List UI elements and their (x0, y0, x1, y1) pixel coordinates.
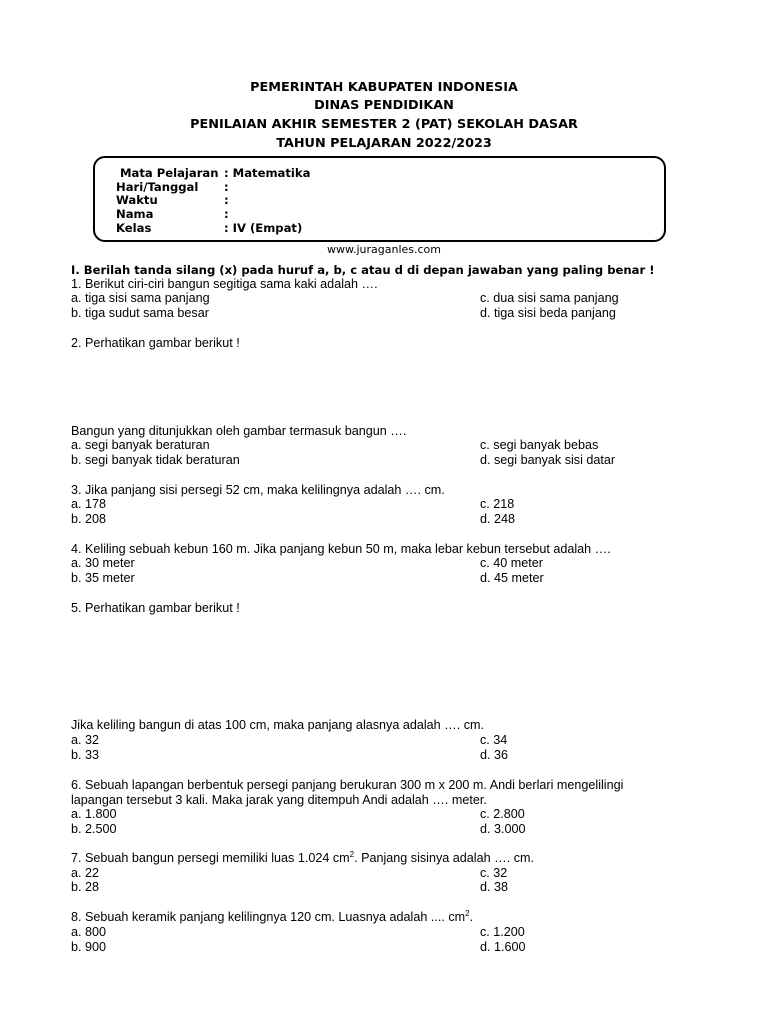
q7-option-c: c. 32 (480, 866, 508, 880)
q6-option-d: d. 3.000 (480, 822, 526, 836)
q6-option-c: c. 2.800 (480, 807, 525, 821)
question-3: 3. Jika panjang sisi persegi 52 cm, maka kelilingnya adalah …. cm. (71, 483, 445, 497)
q2-option-b: b. segi banyak tidak beraturan (71, 453, 240, 467)
header-school-year: TAHUN PELAJARAN 2022/2023 (276, 136, 492, 151)
q1-option-b: b. tiga sudut sama besar (71, 306, 209, 320)
question-2-prompt: Bangun yang ditunjukkan oleh gambar termasuk bangun …. (71, 424, 407, 438)
question-5: 5. Perhatikan gambar berikut ! (71, 601, 240, 615)
question-6-cont: lapangan tersebut 3 kali. Maka jarak yang ditempuh Andi adalah …. meter. (71, 793, 487, 807)
q4-option-a: a. 30 meter (71, 556, 135, 570)
header-department: DINAS PENDIDIKAN (314, 98, 454, 113)
q7-superscript: 2 (349, 849, 355, 859)
q8-option-b: b. 900 (71, 940, 107, 954)
q3-option-d: d. 248 (480, 512, 516, 526)
q2-option-a: a. segi banyak beraturan (71, 438, 210, 452)
info-time-label: Waktu (116, 193, 158, 207)
q7-text-before: 7. Sebuah bangun persegi memiliki luas 1.024 cm (71, 851, 350, 865)
question-2: 2. Perhatikan gambar berikut ! (71, 336, 240, 350)
section-instruction: I. Berilah tanda silang (x) pada huruf a, b, c atau d di depan jawaban yang paling benar ! (71, 263, 655, 277)
question-7 (71, 851, 534, 866)
q5-option-b: b. 33 (71, 748, 100, 762)
q6-option-b: b. 2.500 (71, 822, 117, 836)
q7-text-after: . Panjang sisinya adalah …. cm. (354, 851, 534, 865)
q7-option-b: b. 28 (71, 880, 100, 894)
q1-option-a: a. tiga sisi sama panjang (71, 291, 210, 305)
q8-text-before: 8. Sebuah keramik panjang kelilingnya 120 cm. Luasnya adalah .... cm (71, 910, 466, 924)
q3-option-c: c. 218 (480, 497, 515, 511)
q8-text-after: . (469, 910, 474, 924)
q4-option-d: d. 45 meter (480, 571, 544, 585)
q5-option-a: a. 32 (71, 733, 100, 747)
q8-superscript: 2 (465, 908, 470, 918)
question-6: 6. Sebuah lapangan berbentuk persegi panjang berukuran 300 m x 200 m. Andi berlari mengelilingi (71, 778, 624, 792)
q5-option-c: c. 34 (480, 733, 508, 747)
q4-option-b: b. 35 meter (71, 571, 135, 585)
info-name-value: : (224, 207, 229, 221)
info-day-date-value: : (224, 180, 229, 194)
info-time-value: : (224, 193, 229, 207)
question-1: 1. Berikut ciri-ciri bangun segitiga sama kaki adalah …. (71, 277, 378, 291)
q6-option-a: a. 1.800 (71, 807, 117, 821)
q3-option-b: b. 208 (71, 512, 107, 526)
q7-option-d: d. 38 (480, 880, 509, 894)
question-4: 4. Keliling sebuah kebun 160 m. Jika panjang kebun 50 m, maka lebar kebun tersebut adalah …. (71, 542, 611, 556)
q4-option-c: c. 40 meter (480, 556, 543, 570)
website-watermark: www.juraganles.com (326, 243, 441, 256)
q2-option-c: c. segi banyak bebas (480, 438, 599, 452)
info-name-label: Nama (116, 207, 154, 221)
q1-option-d: d. tiga sisi beda panjang (480, 306, 616, 320)
header-government: PEMERINTAH KABUPATEN INDONESIA (250, 80, 518, 95)
q3-option-a: a. 178 (71, 497, 107, 511)
q7-option-a: a. 22 (71, 866, 100, 880)
question-5-prompt: Jika keliling bangun di atas 100 cm, maka panjang alasnya adalah …. cm. (71, 718, 485, 732)
q8-option-c: c. 1.200 (480, 925, 525, 939)
info-class-label: Kelas (116, 221, 152, 235)
info-subject-value: : Matematika (224, 166, 311, 180)
q8-option-a: a. 800 (71, 925, 107, 939)
q1-option-c: c. dua sisi sama panjang (480, 291, 619, 305)
question-8 (71, 910, 473, 925)
info-subject-label: Mata Pelajaran (120, 166, 219, 180)
q8-option-d: d. 1.600 (480, 940, 526, 954)
q5-option-d: d. 36 (480, 748, 509, 762)
info-day-date-label: Hari/Tanggal (116, 180, 199, 194)
info-class-value: : IV (Empat) (224, 221, 303, 235)
header-exam-title: PENILAIAN AKHIR SEMESTER 2 (PAT) SEKOLAH DASAR (190, 117, 578, 132)
q2-option-d: d. segi banyak sisi datar (480, 453, 616, 467)
